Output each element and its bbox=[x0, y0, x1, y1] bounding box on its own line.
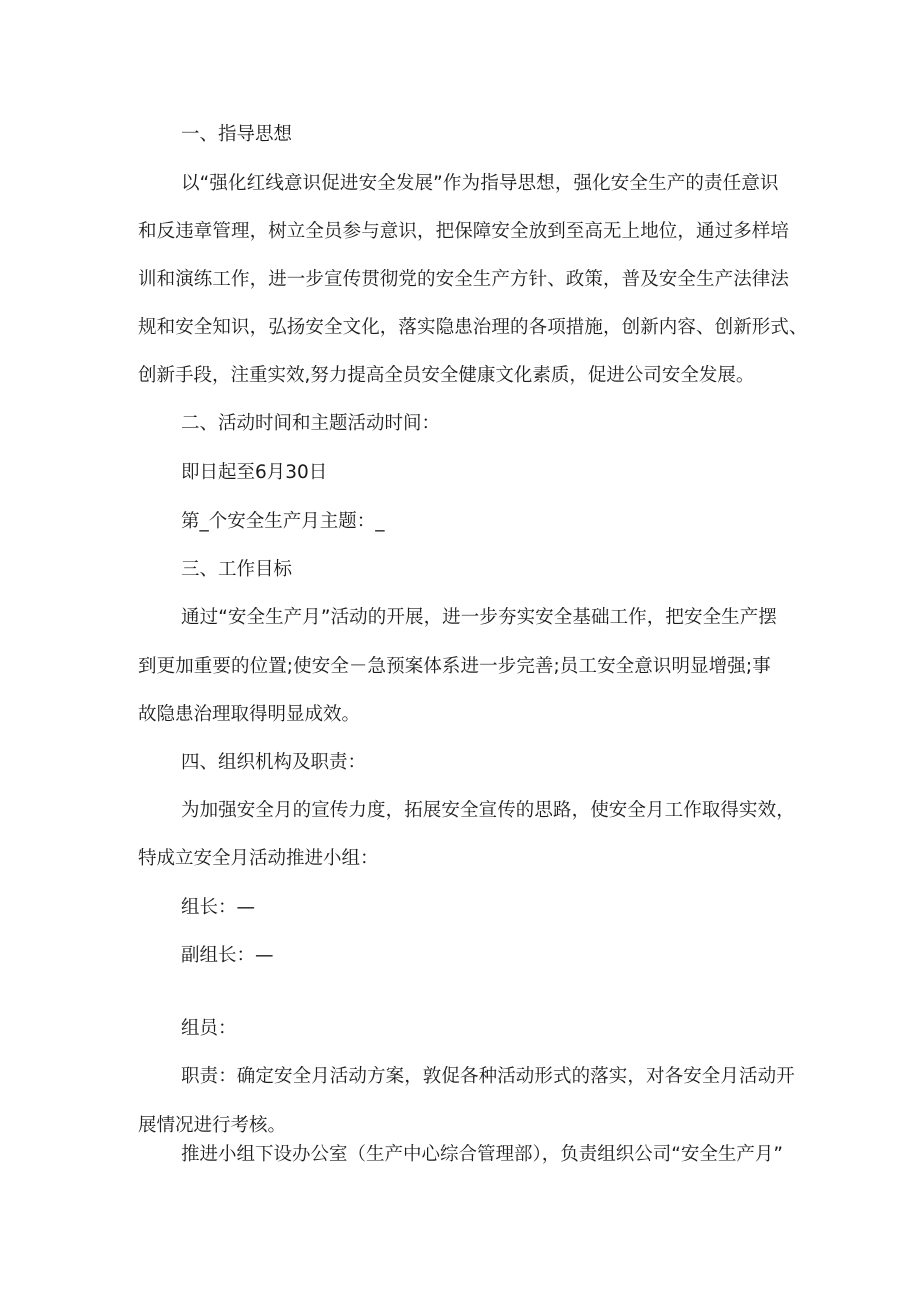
paragraph-line: 和反违章管理，树立全员参与意识，把保障安全放到至高无上地位，通过多样培 bbox=[138, 221, 790, 242]
paragraph-line: 通过“安全生产月”活动的开展，进一步夯实安全基础工作，把安全生产摆 bbox=[181, 607, 777, 628]
activity-date-line: 即日起至6月30日 bbox=[181, 462, 328, 483]
paragraph-line: 为加强安全月的宣传力度，拓展安全宣传的思路，使安全月工作取得实效， bbox=[181, 800, 795, 821]
paragraph-line: 展情况进行考核。 bbox=[138, 1115, 287, 1136]
section-heading-organization: 四、组织机构及职责： bbox=[181, 752, 367, 773]
section-heading-work-goals: 三、工作目标 bbox=[181, 559, 293, 580]
paragraph-line: 训和演练工作，进一步宣传贯彻党的安全生产方针、政策，普及安全生产法律法 bbox=[138, 269, 790, 290]
duties-line: 职责：确定安全月活动方案，敦促各种活动形式的落实，对各安全月活动开 bbox=[181, 1066, 795, 1087]
section-heading-activity-time: 二、活动时间和主题活动时间： bbox=[181, 413, 441, 434]
paragraph-line: 规和安全知识，弘扬安全文化，落实隐患治理的各项措施，创新内容、创新形式、 bbox=[138, 317, 808, 338]
members-line: 组员： bbox=[181, 1018, 237, 1039]
paragraph-line: 故隐患治理取得明显成效。 bbox=[138, 704, 361, 725]
paragraph-line: 特成立安全月活动推进小组： bbox=[138, 848, 379, 869]
theme-line: 第_个安全生产月主题：_ bbox=[181, 511, 385, 532]
deputy-leader-line: 副组长：— bbox=[181, 945, 274, 966]
section-heading-guiding-ideology: 一、指导思想 bbox=[181, 124, 293, 145]
group-leader-line: 组长：— bbox=[181, 897, 256, 918]
paragraph-line: 到更加重要的位置;使安全－急预案体系进一步完善;员工安全意识明显增强;事 bbox=[138, 656, 771, 677]
paragraph-line: 推进小组下设办公室（生产中心综合管理部），负责组织公司“安全生产月” bbox=[181, 1144, 783, 1165]
paragraph-line: 创新手段，注重实效,努力提高全员安全健康文化素质，促进公司安全发展。 bbox=[138, 365, 755, 386]
paragraph-line: 以“强化红线意识促进安全发展”作为指导思想，强化安全生产的责任意识 bbox=[181, 173, 779, 194]
